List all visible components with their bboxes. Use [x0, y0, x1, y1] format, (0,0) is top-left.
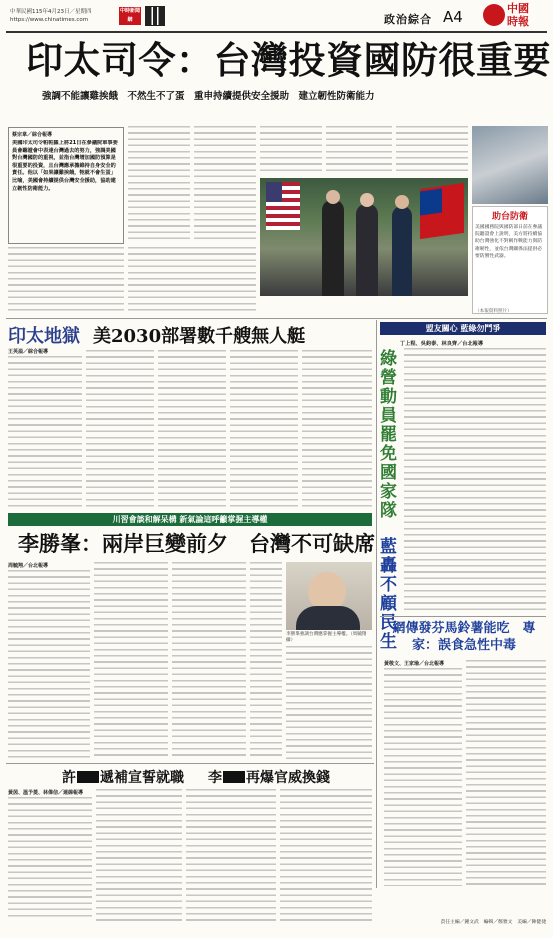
bottom-headline-2	[208, 767, 330, 787]
bottom-headline-1a: 許	[62, 770, 76, 786]
interview-col-5	[286, 646, 372, 760]
story2-kicker: 印太地獄	[8, 326, 80, 347]
logo-emblem-icon	[483, 4, 505, 26]
story2-col-3	[158, 350, 226, 508]
bottom-col-2	[96, 789, 182, 921]
right-body-2a	[384, 668, 462, 886]
sidebar-card-text: 美國國務院與國防部日前在參議院聽證會上說明，美方將持續協助台灣強化不對稱作戰能力與防衛韌性，並依台灣關係法提供必要防禦性武器。	[475, 225, 543, 259]
sidebar-photo	[472, 126, 548, 204]
interview-byline: 周毓翔／台北報導	[8, 563, 49, 569]
right-banner	[380, 322, 546, 335]
right-vertical-headline-2: 藍轟不顧民生	[380, 537, 397, 652]
lead-summary: 美國印太司令帕帕羅上將21日在參議院軍事委員會聽證會中表達台灣過去的努力，強調美國對台灣國防的重視，並指台灣增加國防預算是很重要的投資，且台灣應承擔維持自身安全的責任。他以「如果讓雞挨餓，牠就不會生蛋」比喻，美國會持續提供台灣安全援助，協助建立韌性防衛能力。	[12, 140, 118, 192]
divider	[380, 616, 546, 617]
page-number: A4	[443, 8, 463, 26]
divider	[6, 763, 374, 764]
person-figure	[356, 204, 378, 296]
column-rule	[376, 320, 377, 888]
interview-col-3	[172, 562, 246, 760]
right-vertical-headline-1: 綠營動員罷免國家隊	[380, 349, 397, 521]
story2-col-2	[86, 350, 154, 508]
sidebar-card-note: （本報資料照片）	[475, 309, 512, 314]
lead-photo	[260, 178, 468, 296]
interview-col-2	[94, 562, 168, 760]
right-byline-2: 黃敬文、王家瑜／台北報導	[384, 661, 445, 667]
sidebar-card-title: 助台防衛	[491, 212, 528, 222]
bottom-headline-1	[62, 767, 184, 787]
lead-body-col-2	[194, 126, 256, 244]
story2-col-5	[302, 350, 372, 508]
lead-body-col-5	[396, 126, 468, 174]
site-url: https://www.chinatimes.com	[10, 17, 89, 23]
lead-body-col-1	[128, 126, 190, 244]
bottom-headline-2b: 再爆官威換錢	[246, 770, 330, 786]
qr-code-icon	[145, 6, 165, 26]
interview-photo	[286, 562, 372, 630]
logo-text: 中國時報	[507, 2, 529, 28]
interview-photo-caption: 李勝峯強調台灣應掌握主導權。（周毓翔攝）	[286, 632, 367, 643]
person-figure	[392, 206, 412, 296]
redaction-block	[223, 771, 245, 783]
bottom-headline-1b: 遞補宣誓就職	[100, 770, 184, 786]
section-label: 政治綜合	[384, 13, 432, 26]
chinatimes-logo	[483, 2, 543, 30]
right-byline: 丁上程、吳鈞泰、林良齊／台北報導	[400, 341, 484, 347]
editor-credits: 責任主編／鍾文武 編輯／鄭雅文 美編／陳健捷	[440, 920, 546, 925]
bottom-byline: 黃茵、溫予菱、林偉信／連線報導	[8, 790, 84, 796]
bottom-col-3	[186, 789, 276, 921]
small-logo-text: 中時新聞網	[119, 8, 140, 23]
right-headline-2: 網傳發芬馬鈴薯能吃 專家：誤食急性中毒	[392, 621, 536, 653]
lead-subheadline: 強調不能讓雞挨餓 不然生不了蛋 重申持續提供安全援助 建立韌性防衛能力	[42, 91, 375, 102]
lead-headline: 印太司令：台灣投資國防很重要	[26, 38, 551, 82]
lead-body-col-4	[326, 126, 392, 174]
masthead-rule	[6, 31, 547, 33]
lead-byline: 蔡宗韋／綜合報導	[12, 132, 53, 138]
lead-summary-box	[8, 127, 124, 244]
story2-byline: 王英溢／綜合報導	[8, 349, 49, 355]
bottom-col-4	[280, 789, 372, 921]
interview-headline: 李勝峯：兩岸巨變前夕 台灣不可缺席	[18, 531, 375, 556]
small-logo	[119, 7, 141, 25]
right-banner-text: 盟友關心 藍綠勿鬥爭	[425, 324, 501, 333]
right-body-1	[404, 348, 546, 612]
divider	[6, 318, 547, 319]
interview-banner-text: 川習會談和解呆構 新氣論這呼籲掌握主導權	[112, 515, 268, 524]
interview-banner	[8, 513, 372, 526]
redaction-block	[77, 771, 99, 783]
person-figure	[322, 200, 344, 296]
lead-body-lower-2	[128, 247, 256, 312]
story2-col-1	[8, 356, 82, 508]
lead-body-col-3	[260, 126, 322, 174]
story2-headline: 美2030部署數千艘無人艇	[93, 326, 306, 347]
interview-col-1	[8, 570, 90, 760]
lead-body-lower-1	[8, 247, 124, 312]
sidebar-card	[472, 206, 548, 314]
bottom-col-1	[8, 797, 92, 921]
date-line: 中華民國115年4月23日／星期四	[10, 9, 92, 15]
masthead	[0, 0, 553, 32]
bottom-headline-2a: 李	[208, 770, 222, 786]
right-body-2b	[466, 660, 546, 886]
interview-col-4	[250, 562, 282, 760]
story2-col-4	[230, 350, 298, 508]
